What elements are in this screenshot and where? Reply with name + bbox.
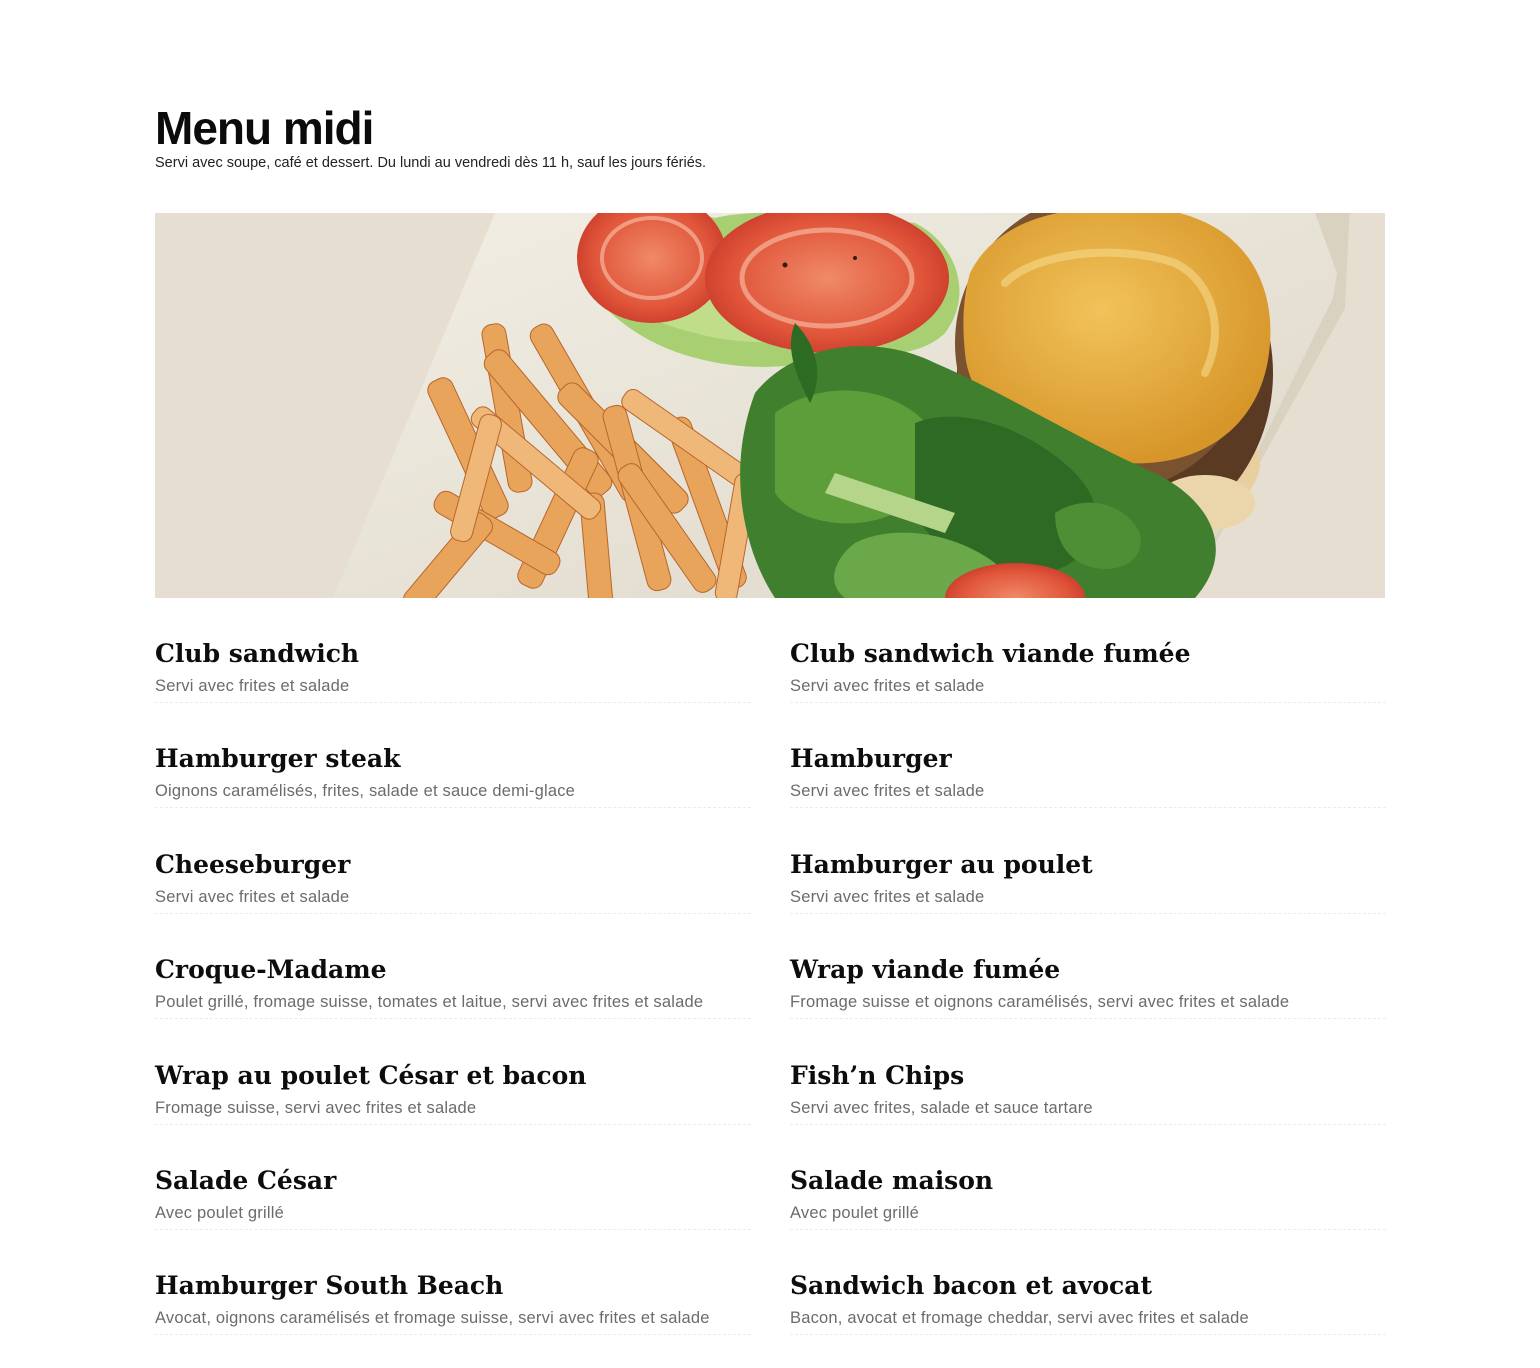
divider [155, 807, 751, 808]
hero-image [155, 213, 1385, 598]
divider [155, 1018, 751, 1019]
menu-item [790, 1052, 1386, 1157]
menu-item [790, 1157, 1386, 1262]
divider [790, 1229, 1386, 1230]
menu-item [790, 841, 1386, 946]
menu-list [155, 630, 1385, 1368]
menu-item [155, 735, 751, 840]
menu-item-description: Avec poulet grillé [790, 1203, 919, 1222]
menu-item-name: Cheeseburger [155, 849, 351, 879]
divider [155, 913, 751, 914]
divider [155, 1334, 751, 1335]
divider [790, 1334, 1386, 1335]
divider [790, 913, 1386, 914]
menu-item [790, 735, 1386, 840]
menu-item-description: Fromage suisse et oignons caramélisés, servi avec frites et salade [790, 993, 1290, 1012]
menu-item-name: Hamburger [790, 744, 952, 774]
menu-item-description: Bacon, avocat et fromage cheddar, servi avec frites et salade [790, 1309, 1249, 1328]
menu-item [790, 946, 1386, 1051]
menu-item [155, 1262, 751, 1367]
menu-item-name: Salade César [155, 1165, 337, 1195]
menu-item [790, 1262, 1386, 1367]
burger-fries-salad-photo [155, 213, 1385, 598]
menu-item-name: Hamburger au poulet [790, 849, 1093, 879]
menu-item-name: Fish’n Chips [790, 1060, 965, 1090]
divider [155, 1124, 751, 1125]
divider [790, 1124, 1386, 1125]
menu-item [155, 946, 751, 1051]
menu-item [790, 630, 1386, 735]
menu-item-description: Fromage suisse, servi avec frites et salade [155, 1098, 477, 1117]
page-title: Menu midi [155, 102, 374, 154]
menu-item-description: Servi avec frites et salade [790, 887, 985, 906]
menu-item-name: Club sandwich viande fumée [790, 639, 1191, 668]
menu-item-description: Servi avec frites et salade [790, 782, 985, 801]
menu-item-description: Oignons caramélisés, frites, salade et sauce demi-glace [155, 782, 576, 801]
menu-item-description: Avec poulet grillé [155, 1203, 284, 1222]
menu-item-name: Wrap au poulet César et bacon [155, 1060, 587, 1090]
divider [155, 1229, 751, 1230]
page-subtitle: Servi avec soupe, café et dessert. Du lundi au vendredi dès 11 h, sauf les jours fériés. [155, 155, 707, 171]
menu-item [155, 841, 751, 946]
menu-item-name: Wrap viande fumée [790, 955, 1061, 985]
menu-item-description: Avocat, oignons caramélisés et fromage suisse, servi avec frites et salade [155, 1309, 710, 1328]
menu-item [155, 1157, 751, 1262]
menu-item-name: Sandwich bacon et avocat [790, 1271, 1153, 1301]
menu-item-description: Servi avec frites et salade [155, 887, 350, 906]
menu-item-name: Hamburger South Beach [155, 1271, 504, 1301]
menu-item-name: Salade maison [790, 1165, 994, 1195]
menu-item-name: Hamburger steak [155, 744, 401, 774]
menu-item-name: Croque-Madame [155, 955, 387, 985]
menu-item-description: Servi avec frites et salade [790, 677, 985, 695]
menu-item-description: Servi avec frites, salade et sauce tartare [790, 1098, 1093, 1117]
menu-item-description: Poulet grillé, fromage suisse, tomates et laitue, servi avec frites et salade [155, 993, 704, 1012]
menu-item [155, 1052, 751, 1157]
menu-item-name: Club sandwich [155, 639, 360, 668]
menu-item [155, 630, 751, 735]
menu-item-description: Servi avec frites et salade [155, 677, 350, 695]
divider [155, 702, 751, 703]
divider [790, 807, 1386, 808]
divider [790, 1018, 1386, 1019]
divider [790, 702, 1386, 703]
